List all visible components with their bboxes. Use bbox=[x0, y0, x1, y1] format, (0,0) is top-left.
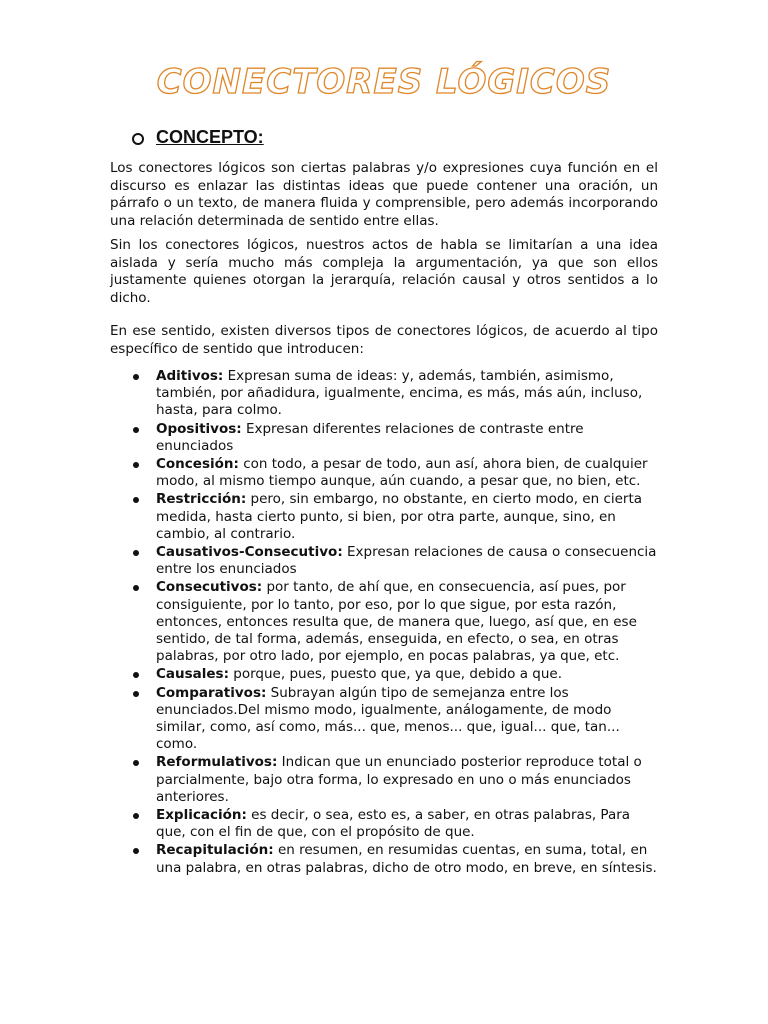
bullet-icon bbox=[133, 672, 139, 678]
item-term: Aditivos: bbox=[156, 368, 224, 384]
item-text: Indican que un enunciado posterior reproduce total o parcialmente, bajo otra forma, lo expresado en uno o más enunciados anteriores. bbox=[156, 754, 642, 805]
item-term: Explicación: bbox=[156, 807, 247, 824]
list-item bbox=[156, 421, 658, 455]
list-item bbox=[156, 544, 658, 578]
list-item bbox=[156, 579, 658, 665]
bullet-icon bbox=[133, 760, 139, 766]
item-term: Consecutivos: bbox=[156, 579, 263, 596]
paragraph-2: Sin los conectores lógicos, nuestros actos de habla se limitarían a una idea aislada y sería mucho más compleja la argumentación, ya que son ellos justamente quienes otorgan la jerarquía, relación causal y otros sentidos a lo dicho. bbox=[110, 237, 658, 306]
paragraph-3: En ese sentido, existen diversos tipos de conectores lógicos, de acuerdo al tipo específico de sentido que introducen: bbox=[110, 323, 658, 357]
hollow-bullet-icon bbox=[132, 133, 144, 145]
connector-list bbox=[110, 368, 658, 877]
list-item bbox=[156, 842, 658, 876]
item-text: en resumen, en resumidas cuentas, en suma, total, en una palabra, en otras palabras, dicho de otro modo, en breve, en síntesis. bbox=[156, 842, 657, 876]
list-item bbox=[156, 807, 658, 841]
document-title: CONECTORES LÓGICOS bbox=[156, 62, 612, 102]
item-text: es decir, o sea, esto es, a saber, en otras palabras, Para que, con el fin de que, con el propósito de que. bbox=[156, 807, 631, 841]
item-text: por tanto, de ahí que, en consecuencia, así pues, por consiguiente, por lo tanto, por eso, por lo que sigue, por esta razón, entonces, entonces resulta que, de manera que, luego, así que, en ese sentido, de tal forma, además, enseguida, en efecto, o sea, en otras palabras, por otro lado, por ejemplo, en pocas palabras, ya que, etc. bbox=[156, 579, 637, 665]
bullet-icon bbox=[133, 691, 139, 697]
item-text: Subrayan algún tipo de semejanza entre los enunciados.Del mismo modo, igualmente, análogamente, de modo similar, como, así como, más... que, menos... que, igual... que, tan... como. bbox=[156, 684, 620, 753]
bullet-icon bbox=[133, 848, 139, 854]
item-text: porque, pues, puesto que, ya que, debido a que. bbox=[229, 666, 562, 683]
item-text: con todo, a pesar de todo, aun así, ahora bien, de cualquier modo, al mismo tiempo aunque, aún cuando, a pesar que, no bien, etc. bbox=[156, 456, 648, 490]
bullet-icon bbox=[133, 427, 139, 433]
list-item bbox=[156, 685, 658, 754]
item-term: Recapitulación: bbox=[156, 842, 274, 859]
list-item bbox=[156, 368, 658, 420]
paragraph-1: Los conectores lógicos son ciertas palabras y/o expresiones cuya función en el discurso es enlazar las distintas ideas que puede contener una oración, un párrafo o un texto, de manera fluida y comprensible, pero además incorporando una relación determinada de sentido entre ellas. bbox=[110, 160, 658, 229]
item-term: Causales: bbox=[156, 666, 229, 683]
bullet-icon bbox=[133, 462, 139, 468]
bullet-icon bbox=[133, 497, 139, 503]
item-text: Expresan suma de ideas: y, además, también, asimismo, también, por añadidura, igualmente, encima, es más, más aún, incluso, hasta, para colmo. bbox=[156, 368, 643, 419]
item-term: Causativos-Consecutivo: bbox=[156, 544, 343, 561]
bullet-icon bbox=[133, 585, 139, 591]
item-text: pero, sin embargo, no obstante, en cierto modo, en cierta medida, hasta cierto punto, si bien, por otra parte, aunque, sino, en cambio, al contrario. bbox=[156, 491, 643, 542]
item-text: Expresan relaciones de causa o consecuencia entre los enunciados bbox=[156, 544, 657, 578]
bullet-icon bbox=[133, 550, 139, 556]
item-term: Comparativos: bbox=[156, 684, 267, 701]
bullet-icon bbox=[133, 374, 139, 380]
list-item bbox=[156, 754, 658, 806]
bullet-icon bbox=[133, 813, 139, 819]
item-term: Reformulativos: bbox=[156, 754, 278, 771]
list-item bbox=[156, 666, 658, 683]
section-heading bbox=[132, 127, 264, 148]
item-text: Expresan diferentes relaciones de contraste entre enunciados bbox=[156, 420, 584, 454]
document-body bbox=[110, 160, 658, 878]
item-term: Opositivos: bbox=[156, 420, 242, 437]
list-item bbox=[156, 456, 658, 490]
list-item bbox=[156, 491, 658, 543]
item-term: Concesión: bbox=[156, 456, 239, 473]
item-term: Restricción: bbox=[156, 491, 247, 508]
section-heading-text: CONCEPTO: bbox=[156, 127, 264, 147]
